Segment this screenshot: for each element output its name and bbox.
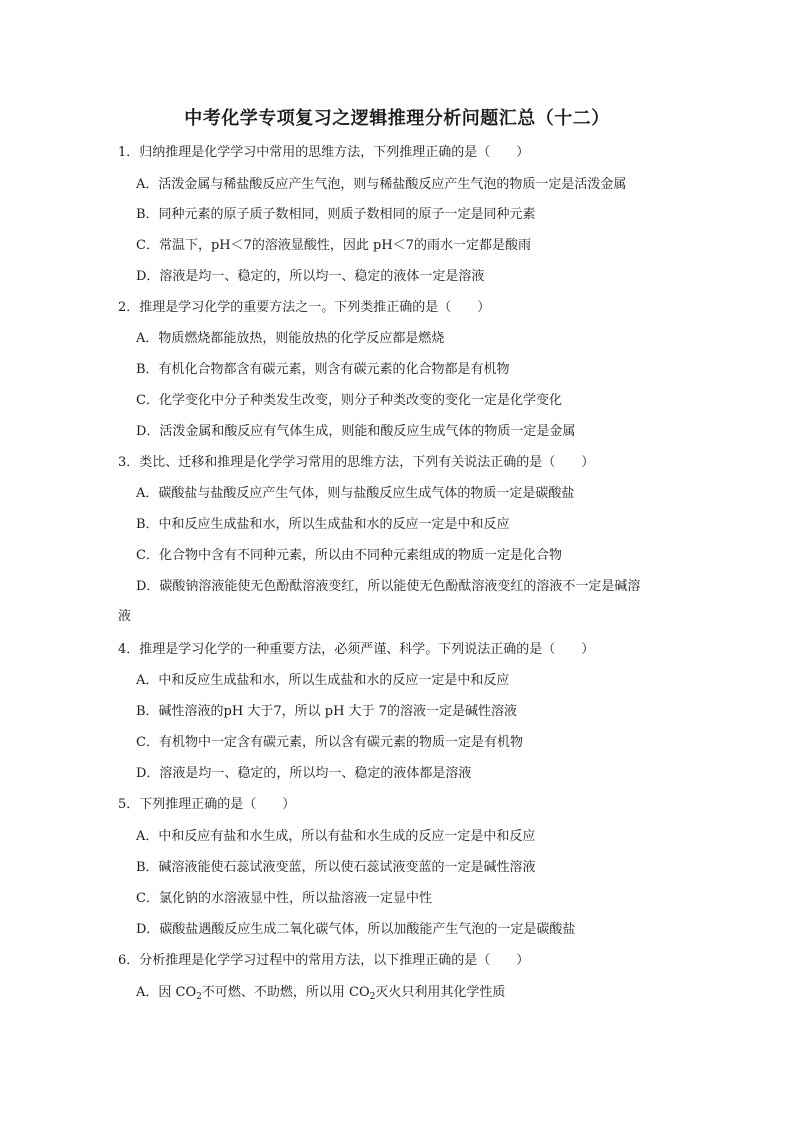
option-b: B．中和反应生成盐和水，所以生成盐和水的反应一定是中和反应 xyxy=(136,517,510,532)
option-a: A．碳酸盐与盐酸反应产生气体，则与盐酸反应生成气体的物质一定是碳酸盐 xyxy=(136,486,575,501)
option-c: C．有机物中一定含有碳元素，所以含有碳元素的物质一定是有机物 xyxy=(136,735,523,750)
option-c: C．氯化钠的水溶液显中性，所以盐溶液一定显中性 xyxy=(136,891,432,906)
question-stem: 6．分析推理是化学学习过程中的常用方法，以下推理正确的是（ ） xyxy=(118,953,530,968)
question-stem: 2．推理是学习化学的重要方法之一。下列类推正确的是（ ） xyxy=(118,300,491,315)
question-stem: 3．类比、迁移和推理是化学学习常用的思维方法，下列有关说法正确的是（ ） xyxy=(118,455,595,470)
question-stem: 1．归纳推理是化学学习中常用的思维方法，下列推理正确的是（ ） xyxy=(118,145,530,160)
option-b: B．碱性溶液的pH 大于7，所以 pH 大于 7的溶液一定是碱性溶液 xyxy=(136,704,517,719)
question-stem: 4．推理是学习化学的一种重要方法，必须严谨、科学。下列说法正确的是（ ） xyxy=(118,642,595,657)
subscript-2: 2 xyxy=(369,992,376,1002)
option-d: D．碳酸钠溶液能使无色酚酞溶液变红，所以能使无色酚酞溶液变红的溶液不一定是碱溶 xyxy=(136,579,641,594)
option-a-text-3: 灭火只利用其化学性质 xyxy=(375,985,506,1000)
option-c: C．化学变化中分子种类发生改变，则分子种类改变的变化一定是化学变化 xyxy=(136,393,562,408)
option-b: B．碱溶液能使石蕊试液变蓝，所以使石蕊试液变蓝的一定是碱性溶液 xyxy=(136,860,536,875)
option-a xyxy=(136,984,505,1002)
option-a: A．中和反应有盐和水生成，所以有盐和水生成的反应一定是中和反应 xyxy=(136,829,536,844)
option-d: D．碳酸盐遇酸反应生成二氧化碳气体，所以加酸能产生气泡的一定是碳酸盐 xyxy=(136,922,576,937)
option-a: A．活泼金属与稀盐酸反应产生气泡，则与稀盐酸反应产生气泡的物质一定是活泼金属 xyxy=(136,177,627,192)
question-stem: 5．下列推理正确的是（ ） xyxy=(118,797,296,812)
option-d: D．溶液是均一、稳定的，所以均一、稳定的液体都是溶液 xyxy=(136,766,472,781)
option-a-text-1: A．因 CO xyxy=(136,985,197,1000)
page-title: 中考化学专项复习之逻辑推理分析问题汇总（十二） xyxy=(184,108,610,129)
option-d: D．溶液是均一、稳定的，所以均一、稳定的液体一定是溶液 xyxy=(136,269,485,284)
option-a: A．中和反应生成盐和水，所以生成盐和水的反应一定是中和反应 xyxy=(136,673,510,688)
option-b: B．同种元素的原子质子数相同，则质子数相同的原子一定是同种元素 xyxy=(136,207,536,222)
option-d-continuation: 液 xyxy=(118,609,132,624)
option-c: C．化合物中含有不同种元素，所以由不同种元素组成的物质一定是化合物 xyxy=(136,548,562,563)
option-a-text-2: 不可燃、不助燃，所以用 CO xyxy=(201,985,370,1000)
option-b: B．有机化合物都含有碳元素，则含有碳元素的化合物都是有机物 xyxy=(136,362,510,377)
option-a: A．物质燃烧都能放热，则能放热的化学反应都是燃烧 xyxy=(136,331,445,346)
subscript-2: 2 xyxy=(196,992,202,1002)
option-d: D．活泼金属和酸反应有气体生成，则能和酸反应生成气体的物质一定是金属 xyxy=(136,424,576,439)
option-c: C．常温下，pH＜7的溶液显酸性，因此 pH＜7的雨水一定都是酸雨 xyxy=(136,238,531,253)
